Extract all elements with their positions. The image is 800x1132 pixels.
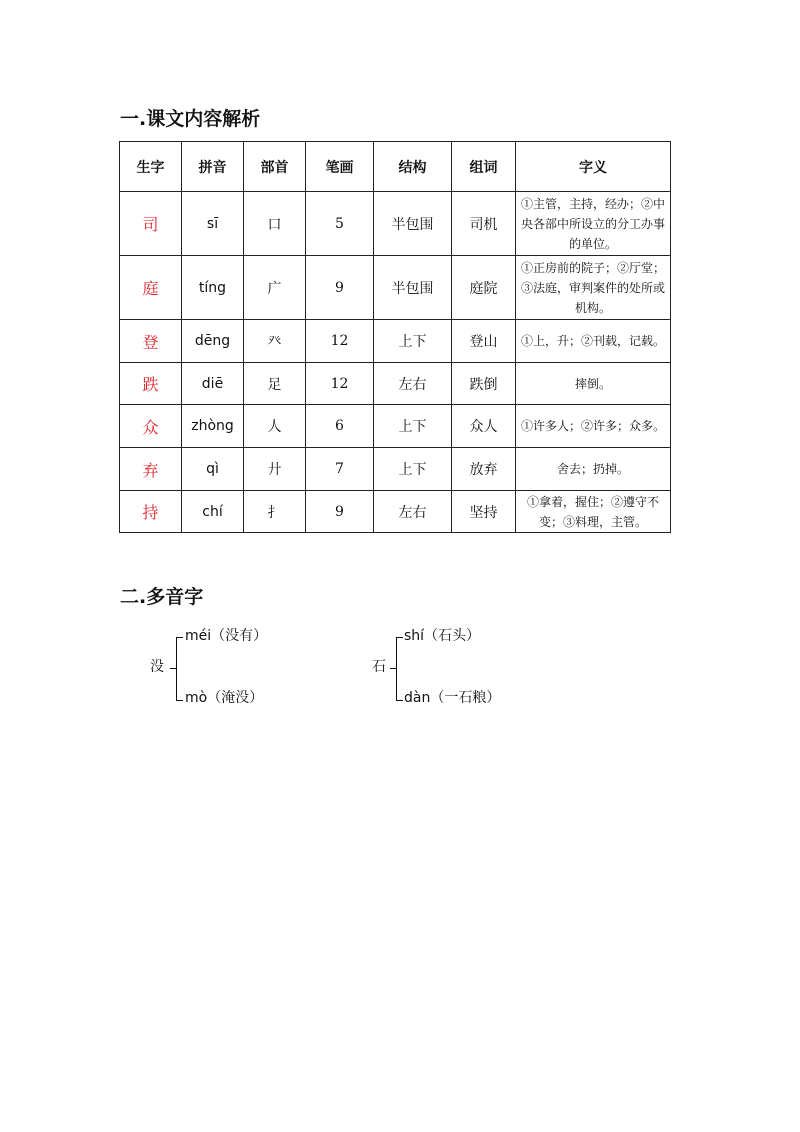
cell-pinyin: sī (182, 192, 244, 256)
cell-word: 登山 (452, 320, 516, 363)
cell-char: 司 (120, 192, 182, 256)
table-row (120, 448, 671, 491)
table-row (120, 491, 671, 533)
cell-strokes: 7 (306, 448, 374, 491)
cell-structure: 上下 (374, 320, 452, 363)
cell-word: 跌倒 (452, 363, 516, 405)
polyphone-group (372, 622, 572, 712)
cell-strokes: 12 (306, 320, 374, 363)
cell-pinyin: qì (182, 448, 244, 491)
cell-radical: 足 (244, 363, 306, 405)
table-row (120, 363, 671, 405)
cell-radical: 扌 (244, 491, 306, 533)
cell-word: 放弃 (452, 448, 516, 491)
polyphone-group (150, 622, 350, 712)
bracket-stem (170, 668, 176, 669)
cell-structure: 左右 (374, 491, 452, 533)
cell-radical: 广 (244, 256, 306, 320)
polyphone-reading: dàn（一石粮） (404, 690, 501, 706)
header-structure: 结构 (374, 142, 452, 192)
table-row (120, 320, 671, 363)
polyphone-reading: mò（淹没） (185, 690, 264, 706)
cell-word: 庭院 (452, 256, 516, 320)
cell-structure: 上下 (374, 448, 452, 491)
cell-char: 众 (120, 405, 182, 448)
header-meaning: 字义 (516, 142, 671, 192)
header-strokes: 笔画 (306, 142, 374, 192)
cell-structure: 左右 (374, 363, 452, 405)
table-row (120, 192, 671, 256)
polyphone-reading: shí（石头） (404, 628, 481, 644)
table-header-row (120, 142, 671, 192)
cell-char: 登 (120, 320, 182, 363)
cell-structure: 半包围 (374, 256, 452, 320)
cell-word: 坚持 (452, 491, 516, 533)
polyphone-char: 没 (150, 659, 164, 675)
cell-meaning: ①上，升；②刊载，记载。 (516, 320, 671, 363)
cell-structure: 上下 (374, 405, 452, 448)
section-title-content-analysis: 一.课文内容解析 (120, 108, 261, 130)
cell-radical: 廾 (244, 448, 306, 491)
cell-strokes: 5 (306, 192, 374, 256)
cell-radical: 癶 (244, 320, 306, 363)
section-title-polyphones: 二.多音字 (120, 586, 204, 608)
cell-meaning: 舍去；扔掉。 (516, 448, 671, 491)
vocab-table (119, 141, 671, 533)
cell-radical: 人 (244, 405, 306, 448)
cell-meaning: ①主管，主持，经办；②中央各部中所设立的分工办事的单位。 (516, 192, 671, 256)
cell-char: 庭 (120, 256, 182, 320)
cell-char: 弃 (120, 448, 182, 491)
cell-structure: 半包围 (374, 192, 452, 256)
header-char: 生字 (120, 142, 182, 192)
table-row (120, 405, 671, 448)
bracket (396, 637, 403, 701)
cell-strokes: 12 (306, 363, 374, 405)
cell-strokes: 9 (306, 256, 374, 320)
cell-meaning: ①拿着，握住；②遵守不变；③料理，主管。 (516, 491, 671, 533)
cell-pinyin: zhòng (182, 405, 244, 448)
cell-meaning: ①许多人；②许多；众多。 (516, 405, 671, 448)
table-row (120, 256, 671, 320)
polyphone-char: 石 (372, 659, 386, 675)
cell-char: 持 (120, 491, 182, 533)
cell-pinyin: dēng (182, 320, 244, 363)
cell-strokes: 6 (306, 405, 374, 448)
cell-strokes: 9 (306, 491, 374, 533)
cell-radical: 口 (244, 192, 306, 256)
bracket (176, 637, 183, 701)
cell-pinyin: tíng (182, 256, 244, 320)
cell-meaning: 摔倒。 (516, 363, 671, 405)
cell-word: 众人 (452, 405, 516, 448)
cell-char: 跌 (120, 363, 182, 405)
cell-meaning: ①正房前的院子；②厅堂；③法庭，审判案件的处所或机构。 (516, 256, 671, 320)
header-radical: 部首 (244, 142, 306, 192)
cell-pinyin: chí (182, 491, 244, 533)
header-word: 组词 (452, 142, 516, 192)
header-pinyin: 拼音 (182, 142, 244, 192)
bracket-stem (390, 668, 396, 669)
cell-word: 司机 (452, 192, 516, 256)
cell-pinyin: diē (182, 363, 244, 405)
polyphone-reading: méi（没有） (185, 628, 268, 644)
